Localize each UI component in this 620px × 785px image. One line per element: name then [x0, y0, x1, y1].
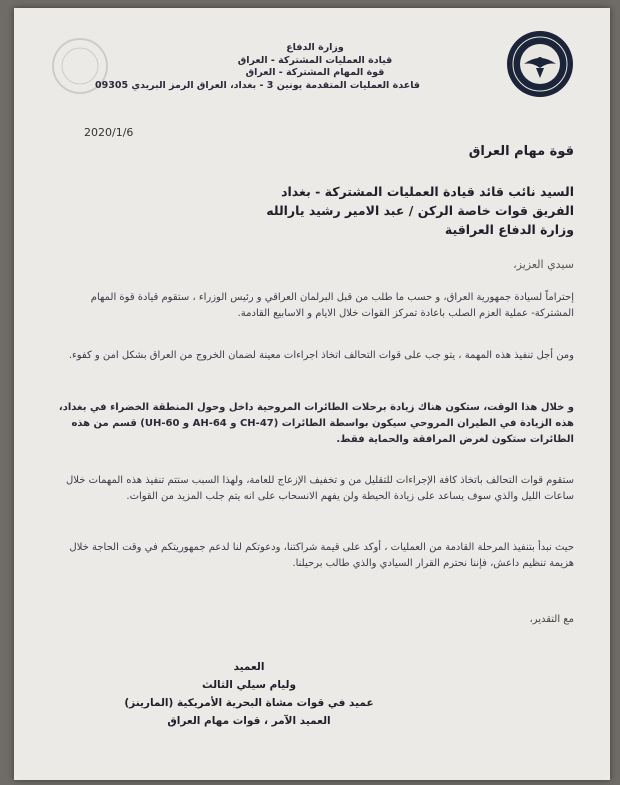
body-paragraph: ومن أجل تنفيذ هذه المهمة ، يتو جب على قوات التحالف اتخاذ اجراءات معينة لضمان الخروج من العراق بشكل امن و كفوء.	[68, 350, 574, 361]
body-paragraph: إحتراماً لسيادة جمهورية العراق، و حسب ما طلب من قبل البرلمان العراقي و رئيس الوزراء ، ستقوم قيادة قوة المهام المشتركة- عملية العزم الصلب باعادة تمركز القوات خلال الايام و الاسابيع القادمة.	[90, 292, 574, 319]
body-paragraph: حيث نبدأ بتنفيذ المرحلة القادمة من العمليات ، أوكد على قيمة شراكتنا، ودعوتكم لنا لدعم جمهوريتكم في وقت الحاجة خلال هزيمة تنظيم داعش، فإننا نحترم القرار السيادي والذي طالب برحيلنا.	[69, 542, 574, 569]
signature-line: عميد في قوات مشاة البحرية الأمريكية (المارينز)	[124, 697, 374, 709]
greeting: سيدي العزيز،	[513, 258, 574, 271]
letterhead	[95, 42, 420, 92]
department-of-defense-seal-icon	[506, 30, 574, 98]
signature-line: العميد الآمر ، قوات مهام العراق	[167, 715, 331, 727]
letterhead-line: قيادة العمليات المشتركة - العراق	[237, 54, 393, 66]
closing: مع التقدير،	[529, 614, 574, 625]
signature-line: العميد	[233, 661, 265, 673]
body-paragraph: ستقوم قوات التحالف باتخاذ كافة الإجراءات للتقليل من و تخفيف الإزعاج للعامة، ولهذا السبب ستتم تنفيذ هذه المهمات خلال ساعات الليل والذي سوف يساعد على زيادة الحيطة ولن يفهم الانسحاب على انه يتم جلب المزيد من القوات.	[66, 475, 574, 502]
letterhead-line: قاعدة العمليات المتقدمة يونين 3 - بغداد، العراق الرمز البريدي 09305	[95, 79, 420, 91]
letter-date: 2020/1/6	[84, 126, 134, 139]
addressee-line: الفريق قوات خاصة الركن / عبد الامير رشيد يارالله	[266, 203, 574, 218]
letterhead-line: وزارة الدفاع	[286, 42, 344, 53]
signature-line: وليام سيلي الثالث	[201, 679, 297, 691]
body-paragraph: و خلال هذا الوقت، ستكون هناك زيادة برحلات الطائرات المروحية داخل وحول المنطقة الخضراء في بغداد، هذه الزيادة في الطيران المروحي سيكون بواسطة الطائرات (CH-47 و AH-64 و UH-60) قسم من هذه الطائرات ستكون لغرض المرافقة والحماية فقط.	[58, 402, 574, 445]
addressee-block	[54, 182, 574, 239]
addressee-line: وزارة الدفاع العراقية	[444, 222, 574, 237]
addressee-line: السيد نائب قائد قيادة العمليات المشتركة - بغداد	[281, 184, 574, 199]
letter-page	[14, 8, 610, 780]
signature-block	[124, 658, 374, 730]
letter-title: قوة مهام العراق	[468, 144, 574, 159]
letterhead-line: قوة المهام المشتركة - العراق	[245, 67, 385, 78]
